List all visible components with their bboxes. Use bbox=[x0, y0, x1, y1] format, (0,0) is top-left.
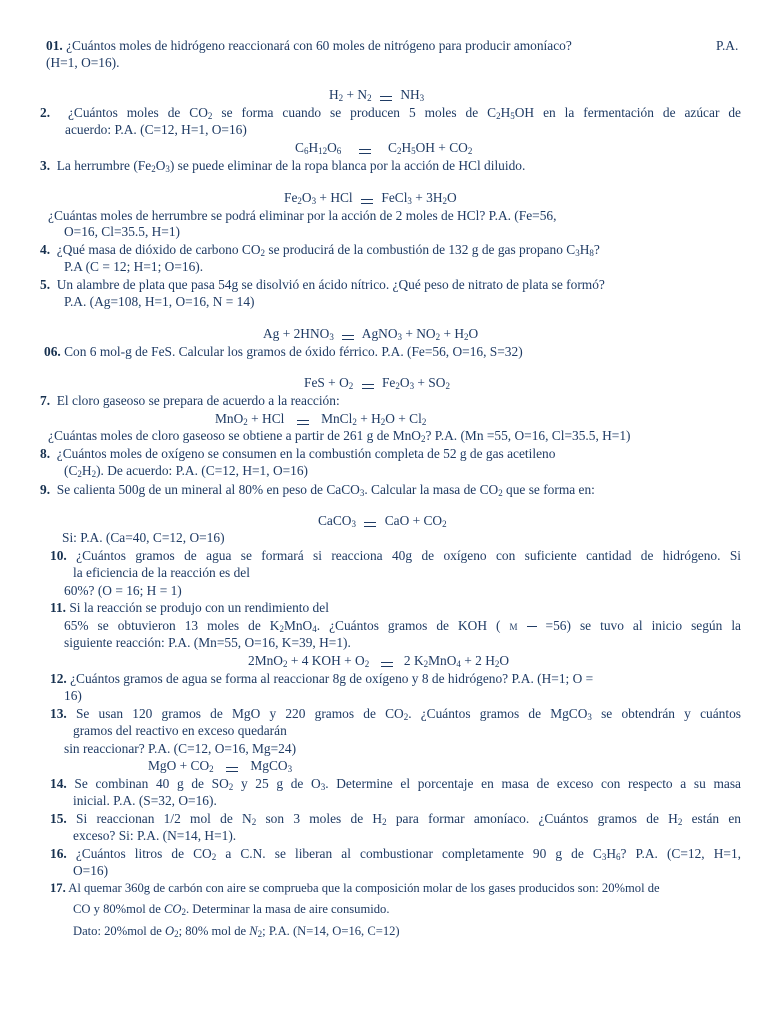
problem-2-line-1: 2. ¿Cuántos moles de $CO_2$ se forma cuando se producen 5 moles de $C_2H_5OH$ en la fermentación de azúcar de bbox=[40, 105, 742, 121]
problem-16-line-1: 16. ¿Cuántos litros de $CO_2$ a C.N. se liberan al combustionar completamente 90 g de $C_3H_6$? P.A. (C=12, H=1, bbox=[50, 846, 741, 862]
problem-2-equation: $C_6H_{12}O_6$ $C_2H_5OH + CO_2$ bbox=[295, 140, 473, 156]
problem-10-line-3: 60%? (O = 16; H = 1) bbox=[64, 583, 182, 598]
problem-number: 9. bbox=[40, 482, 51, 497]
problem-9-line-1: 9. Se calienta 500g de un mineral al 80% en peso de CaCO$_3$. Calcular la masa de $CO_2$ que se forma en: bbox=[40, 482, 595, 498]
problem-10-line-2: la eficiencia de la reacción es del bbox=[73, 565, 250, 580]
problem-1-equation: $H_2 + N_2$ $NH_3$ bbox=[329, 87, 425, 103]
problem-text: ¿Cuántos moles de hidrógeno reaccionará con 60 moles de nitrógeno para producir amoníaco? bbox=[66, 38, 572, 53]
problem-9-equation: CaCO$_3$ CaO + $CO_2$ bbox=[318, 513, 447, 529]
reaction-arrow-icon bbox=[342, 333, 354, 341]
problem-6-equation: FeS + $O_2$ $Fe_2O_3 + SO_2$ bbox=[304, 375, 450, 391]
problem-17-line-1: 17. Al quemar 360g de carbón con aire se comprueba que la composición molar de los gases producidos son: 20%mol de bbox=[50, 881, 660, 895]
problem-11-equation: 2MnO$_2$ + 4 KOH + $O_2$ 2 $K_2MnO_4 + 2$ $H_2O$ bbox=[248, 653, 510, 669]
problem-5-line-1: 5. Un alambre de plata que pasa 54g se disolvió en ácido nítrico. ¿Qué peso de nitrato de plata se formó? bbox=[40, 277, 605, 292]
problem-15-line-2: exceso? Si: P.A. (N=14, H=1). bbox=[73, 828, 237, 843]
problem-9-line-3: Si: P.A. (Ca=40, C=12, O=16) bbox=[62, 530, 225, 545]
problem-3-line-3: ¿Cuántas moles de herrumbre se podrá eliminar por la acción de 2 moles de HCl? P.A. (Fe=56, bbox=[48, 208, 557, 223]
problem-7-line-1: 7. El cloro gaseoso se prepara de acuerdo a la reacción: bbox=[40, 393, 340, 408]
problem-4-line-2: P.A (C = 12; H=1; O=16). bbox=[64, 259, 204, 274]
problem-number: 7. bbox=[40, 393, 51, 408]
reaction-arrow-icon bbox=[226, 765, 238, 773]
reaction-arrow-icon bbox=[359, 147, 371, 155]
problem-8-line-1: 8. ¿Cuántos moles de oxígeno se consumen en la combustión completa de 52 g de gas acetileno bbox=[40, 446, 556, 461]
problem-1-line-2: (H=1, O=16). bbox=[46, 55, 120, 70]
problem-10-line-1: 10. ¿Cuántos gramos de agua se formará si reacciona 40g de oxígeno con suficiente cantidad de hidrógeno. Si bbox=[50, 548, 741, 563]
problem-11-line-2: 65% se obtuvieron 13 moles de $K_2MnO_4$. ¿Cuántos gramos de KOH ( M =56) se tuvo al inicio según la bbox=[64, 618, 741, 634]
problem-number: 17. bbox=[50, 881, 66, 895]
problem-7-line-3: ¿Cuántas moles de cloro gaseoso se obtiene a partir de 261 g de MnO$_2$? P.A. (Mn =55, O=16, Cl=35.5, H=1) bbox=[48, 428, 631, 444]
reaction-arrow-icon bbox=[361, 197, 373, 205]
problem-3-line-4: O=16, Cl=35.5, H=1) bbox=[64, 224, 181, 239]
reaction-arrow-icon bbox=[380, 94, 392, 102]
problem-number: 3. bbox=[40, 158, 51, 173]
problem-number: 15. bbox=[50, 811, 67, 826]
reaction-arrow-icon bbox=[362, 382, 374, 390]
problem-12-line-1: 12. ¿Cuántos gramos de agua se forma al reaccionar 8g de oxígeno y 8 de hidrógeno? P.A. (H=1; O = bbox=[50, 671, 594, 686]
problem-number: 5. bbox=[40, 277, 51, 292]
problem-16-line-2: O=16) bbox=[73, 863, 109, 878]
problem-13-equation: MgO + $CO_2$ MgCO$_3$ bbox=[148, 758, 293, 774]
problem-number: 8. bbox=[40, 446, 51, 461]
problem-17-line-2: CO y 80%mol de $CO_2$. Determinar la masa de aire consumido. bbox=[73, 902, 390, 917]
problem-13-line-2: gramos del reactivo en exceso quedarán bbox=[73, 723, 287, 738]
problem-5-equation: $Ag + 2HNO_3$ AgNO$_3$ + $NO_2 + H_2O$ bbox=[263, 326, 479, 342]
reaction-arrow-icon bbox=[297, 418, 309, 426]
problem-number: 06. bbox=[44, 344, 61, 359]
problem-6-line-1: 06. Con 6 mol-g de FeS. Calcular los gramos de óxido férrico. P.A. (Fe=56, O=16, S=32) bbox=[44, 344, 523, 359]
molar-mass-bar bbox=[527, 626, 537, 627]
problem-number: 13. bbox=[50, 706, 67, 721]
problem-5-line-2: P.A. (Ag=108, H=1, O=16, N = 14) bbox=[64, 294, 255, 309]
problem-3-equation: $Fe_2O_3$ + HCl FeCl$_3$ + $3H_2O$ bbox=[284, 190, 457, 206]
problem-17-line-3: Dato: 20%mol de $O_2$; 80% mol de $N_2$; P.A. (N=14, O=16, C=12) bbox=[73, 924, 400, 939]
problem-13-line-3: sin reaccionar? P.A. (C=12, O=16, Mg=24) bbox=[64, 741, 297, 756]
problem-number: 2. bbox=[40, 105, 51, 120]
problem-7-equation: MnO$_2$ + HCl MnCl$_2$ + $H_2O + Cl_2$ bbox=[215, 411, 427, 427]
problem-11-line-1: 11. Si la reacción se produjo con un rendimiento del bbox=[50, 600, 329, 615]
problem-14-line-1: 14. Se combinan 40 g de $SO_2$ y 25 g de $O_3$. Determine el porcentaje en masa de exceso con respecto a su masa bbox=[50, 776, 741, 792]
problem-15-line-1: 15. Si reaccionan 1/2 mol de $N_2$ son 3 moles de $H_2$ para formar amoníaco. ¿Cuántos gramos de $H_2$ están en bbox=[50, 811, 741, 827]
problem-number: 01. bbox=[46, 38, 63, 53]
problem-14-line-2: inicial. P.A. (S=32, O=16). bbox=[73, 793, 217, 808]
problem-number: 16. bbox=[50, 846, 67, 861]
problem-11-line-3: siguiente reacción: P.A. (Mn=55, O=16, K=39, H=1). bbox=[64, 635, 351, 650]
problem-13-line-1: 13. Se usan 120 gramos de MgO y 220 gramos de $CO_2$. ¿Cuántos gramos de MgCO$_3$ se obtendrán y cuántos bbox=[50, 706, 741, 722]
problem-number: 14. bbox=[50, 776, 67, 791]
reaction-arrow-icon bbox=[364, 520, 376, 528]
problem-number: 11. bbox=[50, 600, 66, 615]
problem-number: 4. bbox=[40, 242, 51, 257]
problem-1-line-1 bbox=[46, 37, 572, 54]
reaction-arrow-icon bbox=[381, 660, 393, 668]
problem-2-line-2: acuerdo: P.A. (C=12, H=1, O=16) bbox=[65, 122, 247, 137]
problem-1-pa: P.A. bbox=[716, 38, 739, 53]
problem-12-line-2: 16) bbox=[64, 688, 82, 703]
problem-8-line-2: $(C_2H_2)$. De acuerdo: P.A. (C=12, H=1, O=16) bbox=[64, 463, 309, 479]
problem-number: 10. bbox=[50, 548, 67, 563]
problem-4-line-1: 4. ¿Qué masa de dióxido de carbono $CO_2$ se producirá de la combustión de 132 g de gas propano $C_3H_8$? bbox=[40, 242, 600, 258]
problem-3-line-1: 3. La herrumbre $(Fe_2O_3)$ se puede eliminar de la ropa blanca por la acción de HCl diluido. bbox=[40, 158, 526, 174]
problem-number: 12. bbox=[50, 671, 67, 686]
